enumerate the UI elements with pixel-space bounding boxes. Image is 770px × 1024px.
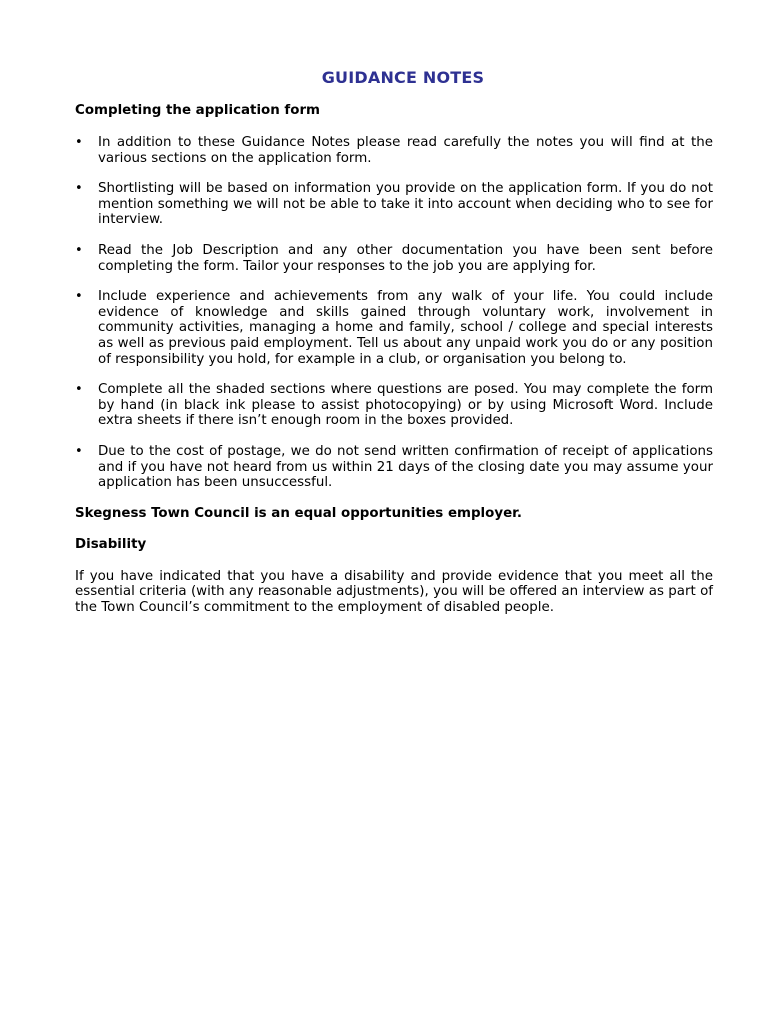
guidance-notes-list [75,135,713,491]
note-text: Read the Job Description and any other documentation you have been sent before completing the form. Tailor your responses to the job you are applying for. [98,242,713,274]
note-text: Complete all the shaded sections where questions are posed. You may complete the form by hand (in black ink please to assist photocopying) or by using Microsoft Word. Include extra sheets if there isn’t enough room in the boxes provided. [98,382,713,429]
list-item [75,444,713,491]
list-item [75,135,713,166]
bullet-icon: • [75,181,83,197]
section-heading-application-form: Completing the application form [75,103,321,118]
note-text: Shortlisting will be based on information you provide on the application form. If you do not mention something we will not be able to take it into account when deciding who to see for interview. [98,181,713,228]
note-text: In addition to these Guidance Notes please read carefully the notes you will find at the various sections on the application form. [98,135,713,166]
bullet-icon: • [75,443,83,459]
list-item [75,382,713,429]
list-item [75,243,713,274]
bullet-icon: • [75,242,83,258]
list-item [75,289,713,367]
section-heading-disability: Disability [75,536,147,552]
bullet-icon: • [75,289,83,305]
note-text: Include experience and achievements from any walk of your life. You could include evidence of knowledge and skills gained through voluntary work, involvement in community activities, managing a home and family, school / college and special interests as well as previous paid employment. Tell us about any unpaid work you do or any position of responsibility you hold, for example in a club, or organisation you belong to. [98,289,713,367]
note-text: Due to the cost of postage, we do not send written confirmation of receipt of applications and if you have not heard from us within 21 days of the closing date you may assume your application has been unsuccessful. [98,443,713,491]
disability-paragraph: If you have indicated that you have a disability and provide evidence that you meet all the essential criteria (with any reasonable adjustments), you will be offered an interview as part of the Town Council’s commitment to the employment of disabled people. [75,568,713,615]
bullet-icon: • [75,382,83,398]
list-item [75,181,713,228]
page-title: GUIDANCE NOTES [321,68,485,87]
equal-opportunities-statement: Skegness Town Council is an equal opportunities employer. [75,505,522,521]
bullet-icon: • [75,135,83,150]
